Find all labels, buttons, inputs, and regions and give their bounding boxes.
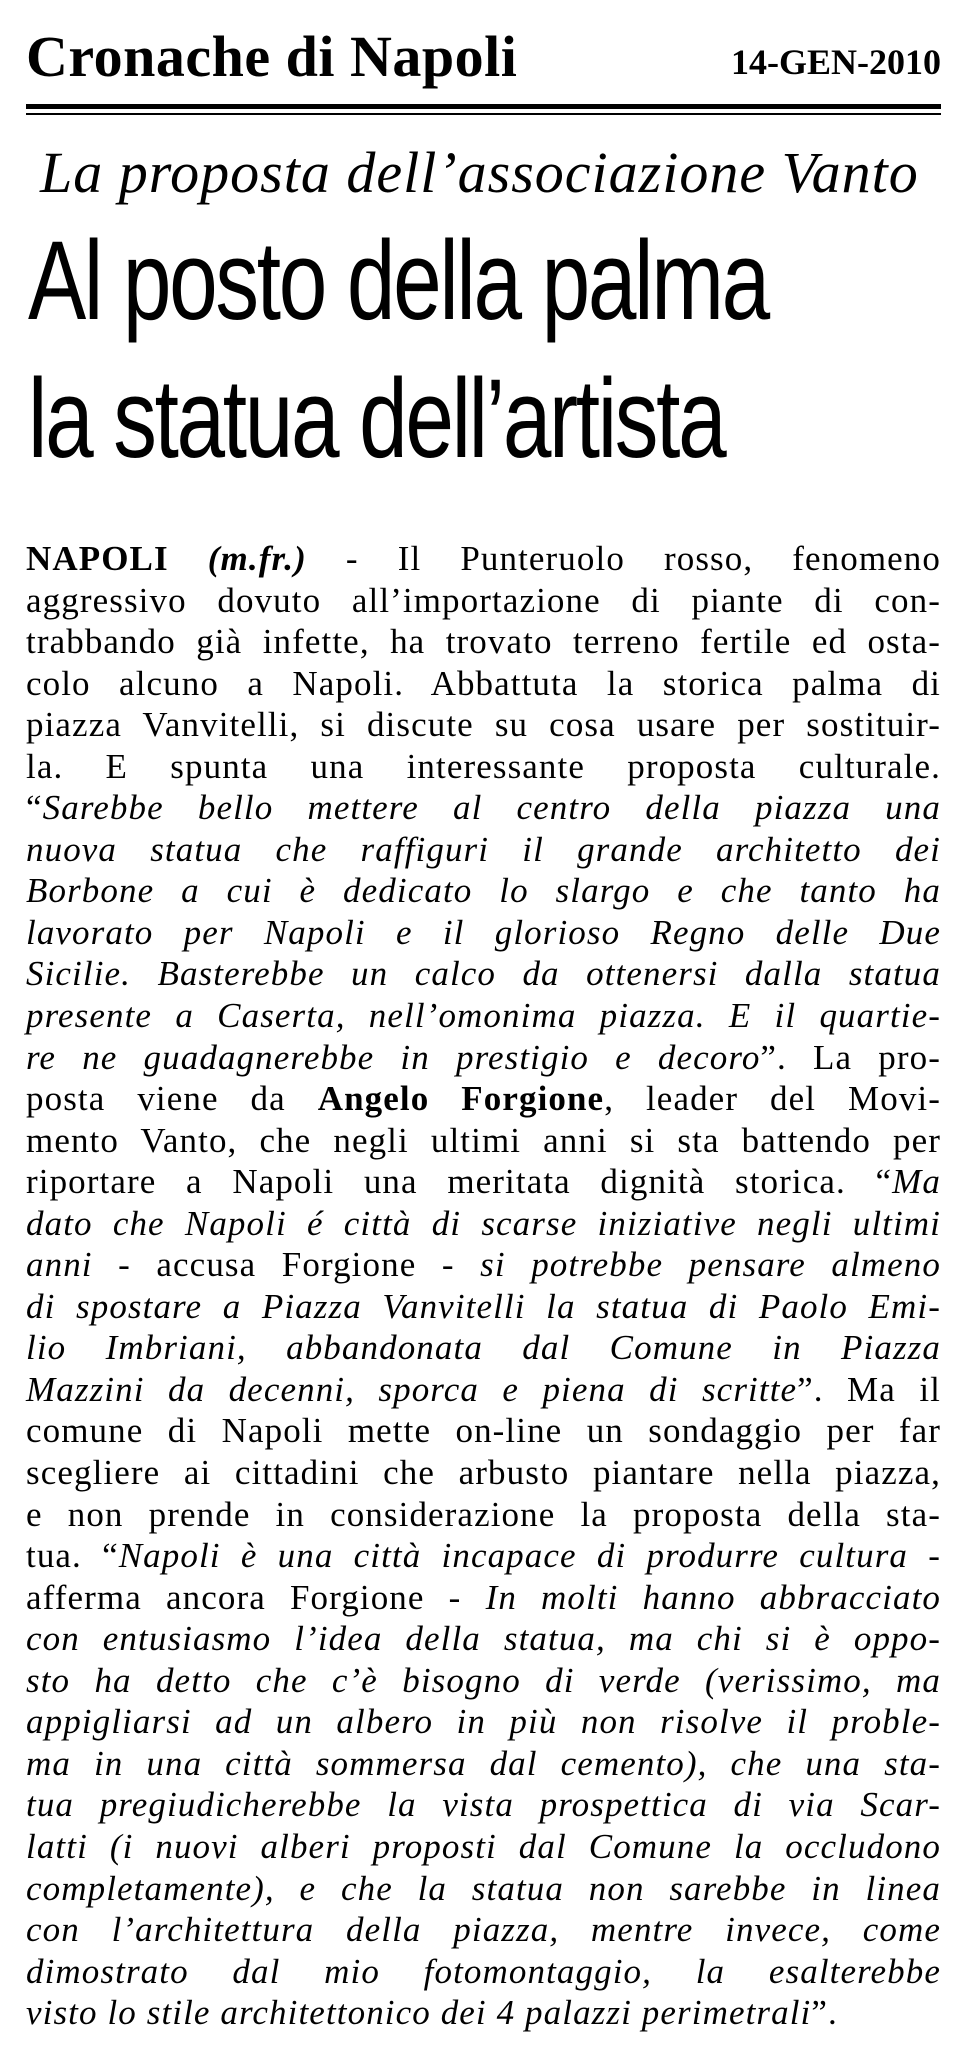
body-text-run: aggressivo dovuto all’importazione di piante di con- — [26, 580, 941, 620]
body-text-line — [26, 1701, 941, 1743]
body-text-run: lavorato per Napoli e il glorioso Regno delle Due — [26, 912, 941, 952]
body-text-line — [26, 995, 941, 1037]
headline-line: la statua dell’artista — [28, 356, 725, 481]
masthead — [26, 22, 941, 92]
body-text-run: ”. La pro- — [760, 1037, 941, 1077]
body-text-line — [26, 1868, 941, 1910]
body-text-run: scegliere ai cittadini che arbusto piantare nella piazza, — [26, 1453, 941, 1493]
body-text-run: ”. — [811, 1993, 838, 2033]
body-text-run: Angelo Forgione — [317, 1079, 605, 1119]
article-headline — [28, 212, 768, 488]
body-text-line — [26, 1037, 941, 1079]
body-text-line — [26, 1078, 941, 1120]
body-text-run: piazza Vanvitelli, si discute su cosa usare per sostituir- — [26, 705, 941, 745]
body-text-run: la. E spunta una interessante proposta culturale. — [26, 746, 941, 786]
body-text-run: lio Imbriani, abbandonata dal Comune in Piazza — [26, 1328, 941, 1368]
body-text-run: posta viene da — [26, 1079, 318, 1119]
body-text-run: In molti hanno abbracciato — [485, 1577, 941, 1617]
body-text-line — [26, 1660, 941, 1702]
body-text-run: ma in una città sommersa dal cemento), che una sta- — [26, 1743, 941, 1783]
body-text-line — [26, 1203, 941, 1245]
body-text-run: nuova statua che raffiguri il grande architetto dei — [26, 829, 941, 869]
body-text-run: afferma ancora Forgione - — [26, 1577, 486, 1617]
body-text-run: con l’architettura della piazza, mentre invece, come — [26, 1910, 941, 1950]
body-text-line — [26, 1909, 941, 1951]
masthead-rule-thin — [26, 113, 941, 115]
body-text-run: colo alcuno a Napoli. Abbattuta la storica palma di — [26, 663, 941, 703]
body-text-line — [26, 1120, 941, 1162]
body-text-run: presente a Caserta, nell’omonima piazza. E il quartie- — [26, 996, 941, 1036]
body-text-run: e non prende in considerazione la proposta della sta- — [26, 1494, 941, 1534]
body-text-run: visto lo stile architettonico dei 4 palazzi perimetrali — [26, 1993, 812, 2033]
body-text-run: Ma — [892, 1162, 941, 1202]
body-text-run: sto ha detto che c’è bisogno di verde (verissimo, ma — [26, 1660, 941, 1700]
body-text-run: si potrebbe pensare almeno — [480, 1245, 942, 1285]
body-text-line — [26, 1577, 941, 1619]
publication-date: 14-GEN-2010 — [731, 42, 941, 82]
headline-line: Al posto della palma — [28, 218, 768, 343]
body-text-run: con entusiasmo l’idea della statua, ma chi si è oppo- — [26, 1619, 941, 1659]
body-text-line — [26, 746, 941, 788]
body-text-run: riportare a Napoli una meritata dignità storica. “ — [26, 1162, 893, 1202]
article-body — [26, 538, 941, 2034]
body-text-line — [26, 953, 941, 995]
body-text-run: trabbando già infette, ha trovato terreno fertile ed osta- — [26, 622, 941, 662]
masthead-rule-thick — [26, 104, 941, 109]
body-text-run: mento Vanto, che negli ultimi anni si sta battendo per — [26, 1120, 941, 1160]
body-text-line — [26, 870, 941, 912]
body-text-line — [26, 1369, 941, 1411]
body-text-line — [26, 1286, 941, 1328]
body-text-run: - — [908, 1536, 941, 1576]
body-text-line — [26, 580, 941, 622]
body-text-run: Sicilie. Basterebbe un calco da ottenersi dalla statua — [26, 954, 941, 994]
body-text-run: di spostare a Piazza Vanvitelli la statua di Paolo Emi- — [26, 1286, 941, 1326]
body-text-line — [26, 787, 941, 829]
newspaper-name: Cronache di Napoli — [26, 24, 518, 89]
body-text-run: NAPOLI — [26, 539, 208, 578]
body-text-line — [26, 1992, 941, 2034]
body-text-run: re ne guadagnerebbe in prestigio e decoro — [26, 1037, 761, 1077]
body-text-line — [26, 1452, 941, 1494]
body-text-run: tua pregiudicherebbe la vista prospettica di via Scar- — [26, 1785, 941, 1825]
body-text-line — [26, 621, 941, 663]
body-text-line — [26, 538, 941, 580]
body-text-line — [26, 1494, 941, 1536]
body-text-run: Mazzini da decenni, sporca e piena di scritte — [26, 1369, 798, 1409]
body-text-run: appigliarsi ad un albero in più non risolve il proble- — [26, 1702, 941, 1742]
article-kicker: La proposta dell’associazione Vanto — [40, 140, 919, 205]
body-text-run: “ — [26, 788, 43, 828]
body-text-run: Napoli è una città incapace di produrre cultura — [118, 1536, 909, 1576]
body-text-run: dato che Napoli é città di scarse iniziative negli ultimi — [26, 1203, 941, 1243]
body-text-run: (m.fr.) — [207, 539, 307, 578]
body-text-run: latti (i nuovi alberi proposti dal Comune la occludono — [26, 1826, 941, 1866]
body-text-line — [26, 663, 941, 705]
body-text-run: tua. “ — [26, 1536, 119, 1576]
body-text-run: , leader del Movi- — [604, 1079, 941, 1119]
body-text-line — [26, 912, 941, 954]
body-text-line — [26, 1826, 941, 1868]
body-text-run: - Il Punteruolo rosso, fenomeno — [306, 539, 941, 578]
body-text-run: Borbone a cui è dedicato lo slargo e che tanto ha — [26, 871, 941, 911]
body-text-line — [26, 1784, 941, 1826]
body-text-line — [26, 1951, 941, 1993]
body-text-line — [26, 704, 941, 746]
body-text-run: comune di Napoli mette on-line un sondaggio per far — [26, 1411, 941, 1451]
body-text-line — [26, 1743, 941, 1785]
body-text-line — [26, 1161, 941, 1203]
body-text-run: - accusa Forgione - — [92, 1245, 481, 1285]
body-text-line — [26, 1618, 941, 1660]
body-text-line — [26, 1535, 941, 1577]
body-text-run: anni — [26, 1245, 93, 1285]
body-text-run: dimostrato dal mio fotomontaggio, la esalterebbe — [26, 1951, 941, 1991]
body-text-line — [26, 1327, 941, 1369]
body-text-line — [26, 1410, 941, 1452]
body-text-run: completamente), e che la statua non sarebbe in linea — [26, 1868, 941, 1908]
body-text-line — [26, 1244, 941, 1286]
body-text-run: ”. Ma il — [797, 1369, 941, 1409]
body-text-line — [26, 829, 941, 871]
body-text-run: Sarebbe bello mettere al centro della piazza una — [42, 788, 941, 828]
